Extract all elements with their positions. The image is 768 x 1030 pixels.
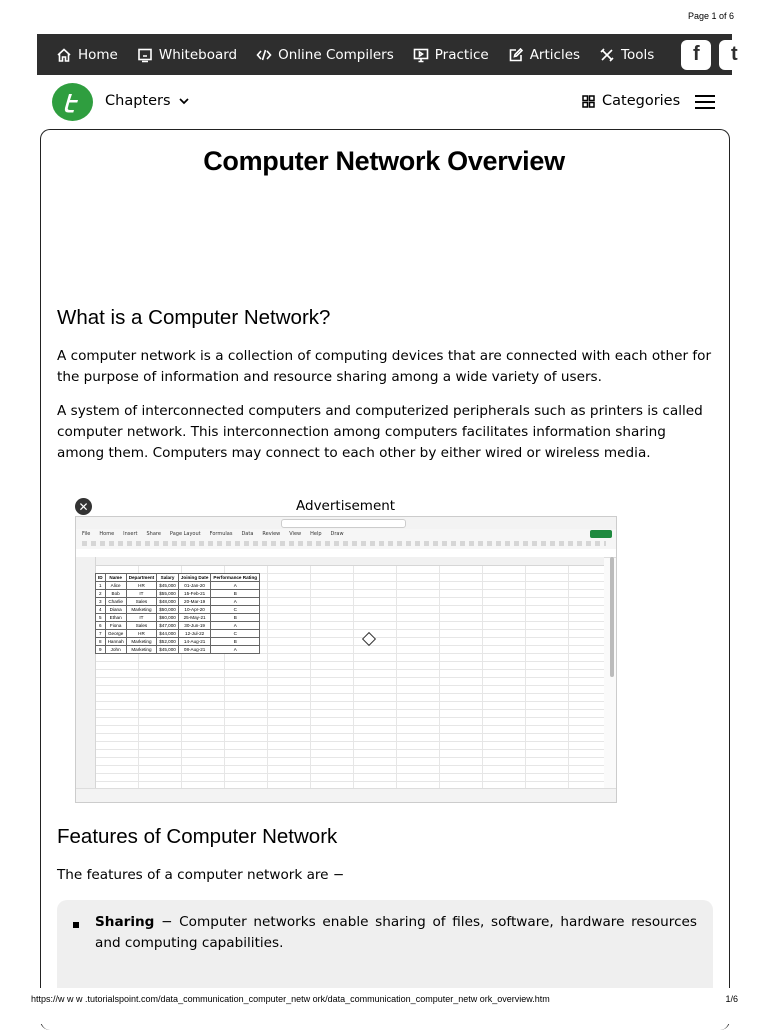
page-indicator: Page 1 of 6: [687, 11, 734, 21]
chapters-label: Chapters: [105, 93, 171, 109]
ad-spreadsheet-cell: 5: [96, 614, 106, 622]
logo-icon: [60, 89, 86, 115]
paragraph-interconnection: A system of interconnected computers and computerized peripherals such as printers is called computer network. This interconnection among computers facilitates information sharing among them. Computers may connect to each other by either wired or wireless media.: [57, 403, 703, 461]
nav-whiteboard-label: Whiteboard: [158, 46, 238, 63]
ad-spreadsheet-cell: Ethan: [105, 614, 126, 622]
ad-spreadsheet-cell: A: [211, 582, 260, 590]
ad-spreadsheet-cell: IT: [126, 590, 157, 598]
ad-video-frame[interactable]: [75, 516, 617, 803]
section-heading-what-is: What is a Computer Network?: [57, 306, 331, 329]
ad-spreadsheet-cell: Fiona: [105, 622, 126, 630]
chevron-down-icon: [178, 95, 190, 107]
nav-practice-label: Practice: [434, 46, 489, 63]
ad-spreadsheet-cell: $47,000: [157, 622, 179, 630]
ad-spreadsheet-cell: $45,000: [157, 646, 179, 654]
ad-spreadsheet-cell: 01-Jan-20: [178, 582, 211, 590]
ad-spreadsheet-cell: Sales: [126, 598, 157, 606]
categories-button[interactable]: [582, 93, 680, 109]
ad-spreadsheet-cell: 25-May-21: [178, 614, 211, 622]
ad-spreadsheet-header-cell: Salary: [157, 574, 179, 582]
ad-spreadsheet-cell: 3: [96, 598, 106, 606]
feature-item-sharing: [95, 912, 697, 954]
ad-spreadsheet-cell: George: [105, 630, 126, 638]
home-icon: [56, 47, 72, 63]
ad-spreadsheet-cell: 7: [96, 630, 106, 638]
social-links: [681, 40, 749, 70]
ad-spreadsheet-cell: Alice: [105, 582, 126, 590]
ad-spreadsheet-cell: $52,000: [157, 638, 179, 646]
hamburger-menu-icon[interactable]: [695, 95, 715, 109]
ad-close-icon[interactable]: ✕: [75, 498, 92, 515]
ad-spreadsheet-search: [281, 519, 406, 528]
ad-spreadsheet-row: [96, 582, 260, 590]
ad-spreadsheet-cell: Hannah: [105, 638, 126, 646]
ad-spreadsheet-cell: Charlie: [105, 598, 126, 606]
ad-spreadsheet-cell: 1: [96, 582, 106, 590]
ad-spreadsheet-cell: 14-Aug-21: [178, 638, 211, 646]
ad-spreadsheet-header-cell: Performance Rating: [211, 574, 260, 582]
ad-spreadsheet-row: [96, 606, 260, 614]
ad-spreadsheet-row: [96, 614, 260, 622]
footer-url: https://w w w .tutorialspoint.com/data_communication_computer_netw ork/data_communication_computer_netw ork_overview.htm: [31, 994, 554, 1004]
bullet-icon: [73, 922, 79, 928]
ad-spreadsheet-header-cell: Department: [126, 574, 157, 582]
ad-spreadsheet-cell: B: [211, 590, 260, 598]
footer-page-number: 1/6: [725, 994, 738, 1004]
page-title: Computer Network Overview: [203, 146, 565, 176]
ad-spreadsheet-cell: IT: [126, 614, 157, 622]
ad-spreadsheet-tabs: File Home Insert Share Page Layout Formulas Data Review View Help Draw: [82, 531, 344, 537]
ad-spreadsheet-cell: $60,000: [157, 614, 179, 622]
site-logo[interactable]: [52, 83, 93, 121]
ad-spreadsheet-cell: A: [211, 598, 260, 606]
paragraph-features-intro: The features of a computer network are −: [57, 867, 345, 883]
ad-spreadsheet-cell: $50,000: [157, 606, 179, 614]
ad-spreadsheet-sheet-tabs: [76, 788, 616, 802]
ad-spreadsheet-cell: C: [211, 630, 260, 638]
ad-spreadsheet-cell: Sales: [126, 622, 157, 630]
twitter-icon[interactable]: t: [719, 40, 749, 70]
paragraph-definition: A computer network is a collection of computing devices that are connected with each other for the purpose of information and resource sharing among a wide variety of users.: [57, 348, 712, 385]
ad-spreadsheet-header-cell: Joining Date: [178, 574, 211, 582]
ad-spreadsheet-cell: 9: [96, 646, 106, 654]
ad-spreadsheet-row: [96, 638, 260, 646]
facebook-icon[interactable]: f: [681, 40, 711, 70]
nav-home-label: Home: [78, 46, 118, 63]
categories-label: Categories: [602, 93, 681, 109]
nav-articles-label: Articles: [529, 46, 581, 63]
ad-spreadsheet-table: [95, 573, 260, 654]
nav-whiteboard[interactable]: [137, 47, 237, 63]
top-navbar: [37, 34, 738, 75]
ad-spreadsheet-cell: A: [211, 622, 260, 630]
ad-spreadsheet-cell: Marketing: [126, 606, 157, 614]
ad-spreadsheet-cell: 20-Mar-19: [178, 598, 211, 606]
ad-spreadsheet-cell: B: [211, 638, 260, 646]
ad-spreadsheet-cell: 2: [96, 590, 106, 598]
monitor-icon: [413, 47, 429, 63]
ad-spreadsheet-cell: HR: [126, 630, 157, 638]
ad-spreadsheet-share: [590, 530, 612, 538]
ad-spreadsheet-cell: B: [211, 614, 260, 622]
ad-spreadsheet-row: [96, 590, 260, 598]
section-heading-features: Features of Computer Network: [57, 825, 338, 848]
ad-spreadsheet-row: [96, 622, 260, 630]
ad-spreadsheet-cell: 4: [96, 606, 106, 614]
ad-spreadsheet-cell: 8: [96, 638, 106, 646]
nav-tools[interactable]: [599, 47, 654, 63]
edit-icon: [508, 47, 524, 63]
code-icon: [256, 47, 272, 63]
ad-spreadsheet-scrollbar: [610, 557, 614, 677]
ad-spreadsheet-cell: 08-Aug-21: [178, 646, 211, 654]
nav-articles[interactable]: [508, 47, 580, 63]
nav-online-compilers[interactable]: [256, 47, 394, 63]
ad-spreadsheet-column-header: [76, 557, 604, 566]
ad-spreadsheet-header-cell: ID: [96, 574, 106, 582]
ad-spreadsheet-cell: 10-Apr-20: [178, 606, 211, 614]
ad-spreadsheet-cell: A: [211, 646, 260, 654]
chapters-dropdown[interactable]: [105, 93, 190, 109]
ad-spreadsheet-cell: $44,000: [157, 630, 179, 638]
feature-term: Sharing: [95, 914, 155, 930]
ad-spreadsheet-toolbar: [82, 541, 606, 546]
ad-spreadsheet-cell: 6: [96, 622, 106, 630]
ad-spreadsheet-header-cell: Name: [105, 574, 126, 582]
ad-spreadsheet-cell: $45,000: [157, 582, 179, 590]
ad-spreadsheet-cell: $55,000: [157, 590, 179, 598]
ad-spreadsheet-row: [96, 646, 260, 654]
ad-spreadsheet-cell: Marketing: [126, 638, 157, 646]
ad-spreadsheet-cell: Marketing: [126, 646, 157, 654]
ad-spreadsheet-cell: 12-Jul-22: [178, 630, 211, 638]
ad-spreadsheet-row: [96, 630, 260, 638]
ad-spreadsheet-cell: 15-Feb-21: [178, 590, 211, 598]
grid-icon: [582, 95, 595, 108]
ad-spreadsheet-row-header: [76, 557, 96, 789]
ad-spreadsheet-cell: Bob: [105, 590, 126, 598]
ad-spreadsheet-ribbon: [76, 529, 616, 550]
ad-spreadsheet-cell: 30-Jun-19: [178, 622, 211, 630]
nav-tools-label: Tools: [621, 46, 655, 63]
ad-spreadsheet-cell: HR: [126, 582, 157, 590]
whiteboard-icon: [137, 47, 153, 63]
feature-description: − Computer networks enable sharing of files, software, hardware resources and computing capabilities.: [95, 914, 697, 951]
ad-spreadsheet-cell: Diana: [105, 606, 126, 614]
ad-spreadsheet-row: [96, 598, 260, 606]
nav-online-compilers-label: Online Compilers: [278, 46, 394, 63]
ad-spreadsheet-cell: $48,000: [157, 598, 179, 606]
ad-label: Advertisement: [296, 498, 396, 514]
ad-spreadsheet-cell: John: [105, 646, 126, 654]
tools-icon: [599, 47, 615, 63]
nav-practice[interactable]: [413, 47, 489, 63]
ad-spreadsheet-cell: C: [211, 606, 260, 614]
nav-home[interactable]: [56, 47, 118, 63]
